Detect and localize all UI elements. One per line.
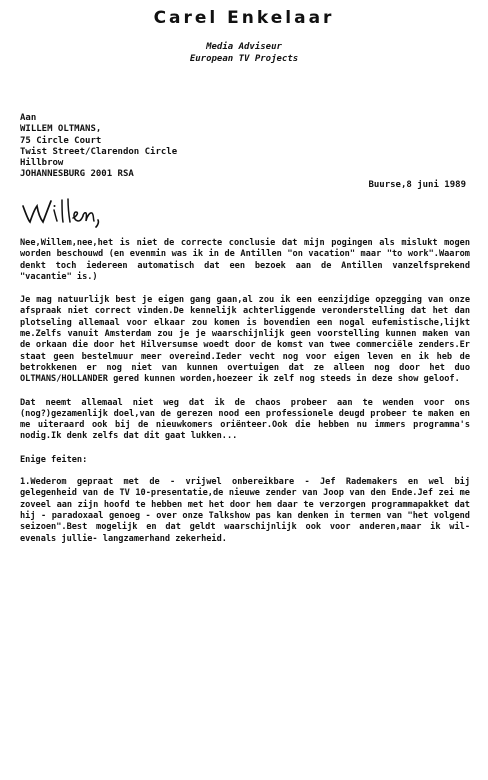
address-line: JOHANNESBURG 2001 RSA [20, 169, 134, 180]
letter-body [20, 238, 470, 557]
letter-date: Buurse,8 juni 1989 [368, 180, 466, 190]
paragraph: Enige feiten: [20, 454, 88, 465]
recipient-address [20, 113, 177, 181]
address-line: Hillbrow [20, 158, 64, 169]
paragraph: Nee,Willem,nee,het is niet de correcte conclusie dat mijn pogingen als mislukt mogen worden beschouwd (en evenmin was ik in de Antillen "on vacation" maar "to work".Waarom denkt toch iedereen automatisch dat een bezoek aan de Antillen vanzelfsprekend "vacantie" is.) [20, 238, 470, 282]
handwritten-salutation [20, 196, 130, 228]
address-line: Twist Street/Clarendon Circle [20, 146, 178, 157]
letterhead-name: Carel Enkelaar [153, 8, 335, 28]
paragraph: Dat neemt allemaal niet weg dat ik de chaos probeer aan te wenden voor ons (nog?)gezamenlijk doel,van de gerezen nood een professionele deugd probeer te maken en me uiteraard ook bij de nieuwkomers oriënteer.Ook die hebben nu immers programma's nodig.Ik denk zelfs dat dit gaat lukken... [20, 397, 470, 442]
address-line: 75 Circle Court [20, 135, 102, 146]
address-line: WILLEM OLTMANS, [20, 124, 102, 135]
address-line: Aan [20, 113, 37, 123]
letterhead-role: Media Adviseur [206, 42, 282, 52]
paragraph: 1.Wederom gepraat met de - vrijwel onbereikbare - Jef Rademakers en wel bij gelegenheid van de TV 10-presentatie,de nieuwe zender van Joop van den Ende.Jef zei me zoveel aan zijn hoofd te hebben met het door hem daar te verzorgen programmapakket dat hij - paradoxaal genoeg - over onze Talkshow pas kan denken in termen van "het volgend seizoen".Best mogelijk en dat geldt waarschijnlijk ook voor anderen,maar ik wil-evenals jullie- langzamerhand zekerheid. [20, 477, 470, 544]
paragraph: Je mag natuurlijk best je eigen gang gaan,al zou ik een eenzijdige opzegging van onze afspraak niet correct vinden.De kennelijk achterliggende veronderstelling dat het dan plotseling allemaal voor elkaar zou komen is bovendien een nogal eufemistische,lijkt me.Zelfs vanuit Amsterdam zou je je waarschijnlijk geen voorstelling kunnen maken van de orkaan die door het Hilversumse woedt door de komst van twee commerciële zenders.Er staat geen bestelmuur meer overeind.Ieder vecht nog voor eigen leven en ik heb de betrokkenen er nog niet van kunnen overtuigen dat ze alleen nog door het duo OLTMANS/HOLLANDER gered kunnen worden,hoezeer ik zelf nog steeds in deze show geloof. [20, 295, 470, 385]
letterhead-tagline: European TV Projects [189, 54, 299, 64]
